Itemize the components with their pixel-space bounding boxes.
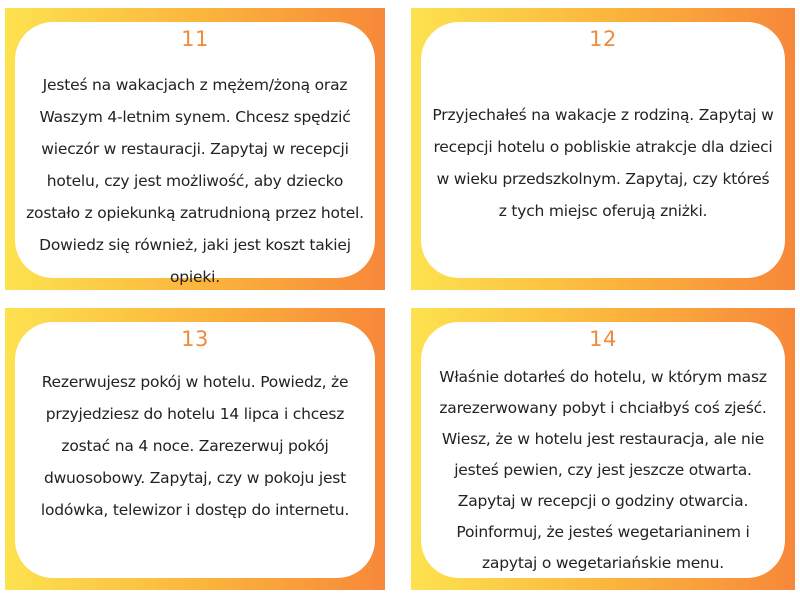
card-number: 13 (181, 327, 209, 351)
card-13 (5, 308, 385, 590)
card-11-content (15, 22, 375, 286)
card-13-content (15, 322, 375, 578)
card-number: 14 (589, 327, 617, 351)
card-instructions: Jesteś na wakacjach z mężem/żoną oraz Waszym 4-letnim synem. Chcesz spędzić wieczór w restauracji. Zapytaj w recepcji hotelu, czy jest możliwość, aby dziecko zostało z opiekunką zatrudnioną przez hotel. Dowiedz się również, jaki jest koszt takiej opieki. (26, 76, 364, 286)
card-number: 12 (589, 27, 617, 51)
card-14 (411, 308, 795, 590)
card-11 (5, 8, 385, 290)
card-instructions: Właśnie dotarłeś do hotelu, w którym masz zarezerwowany pobyt i chciałbyś coś zjeść. Wiesz, że w hotelu jest restauracja, ale nie jesteś pewien, czy jest jeszcze otwarta. Zapytaj w recepcji o godziny otwarcia. Poinformuj, że jesteś wegetarianinem i zapytaj o wegetariańskie menu. (439, 368, 767, 572)
card-instructions: Przyjechałeś na wakacje z rodziną. Zapytaj w recepcji hotelu o pobliskie atrakcje dla dzieci w wieku przedszkolnym. Zapytaj, czy któreś z tych miejsc oferują zniżki. (432, 106, 774, 220)
card-number: 11 (181, 27, 209, 51)
card-12-content (421, 22, 785, 278)
card-instructions: Rezerwujesz pokój w hotelu. Powiedz, że przyjedziesz do hotelu 14 lipca i chcesz zostać na 4 noce. Zarezerwuj pokój dwuosobowy. Zapytaj, czy w pokoju jest lodówka, telewizor i dostęp do internetu. (40, 373, 350, 519)
card-14-content (421, 322, 785, 578)
card-12 (411, 8, 795, 290)
